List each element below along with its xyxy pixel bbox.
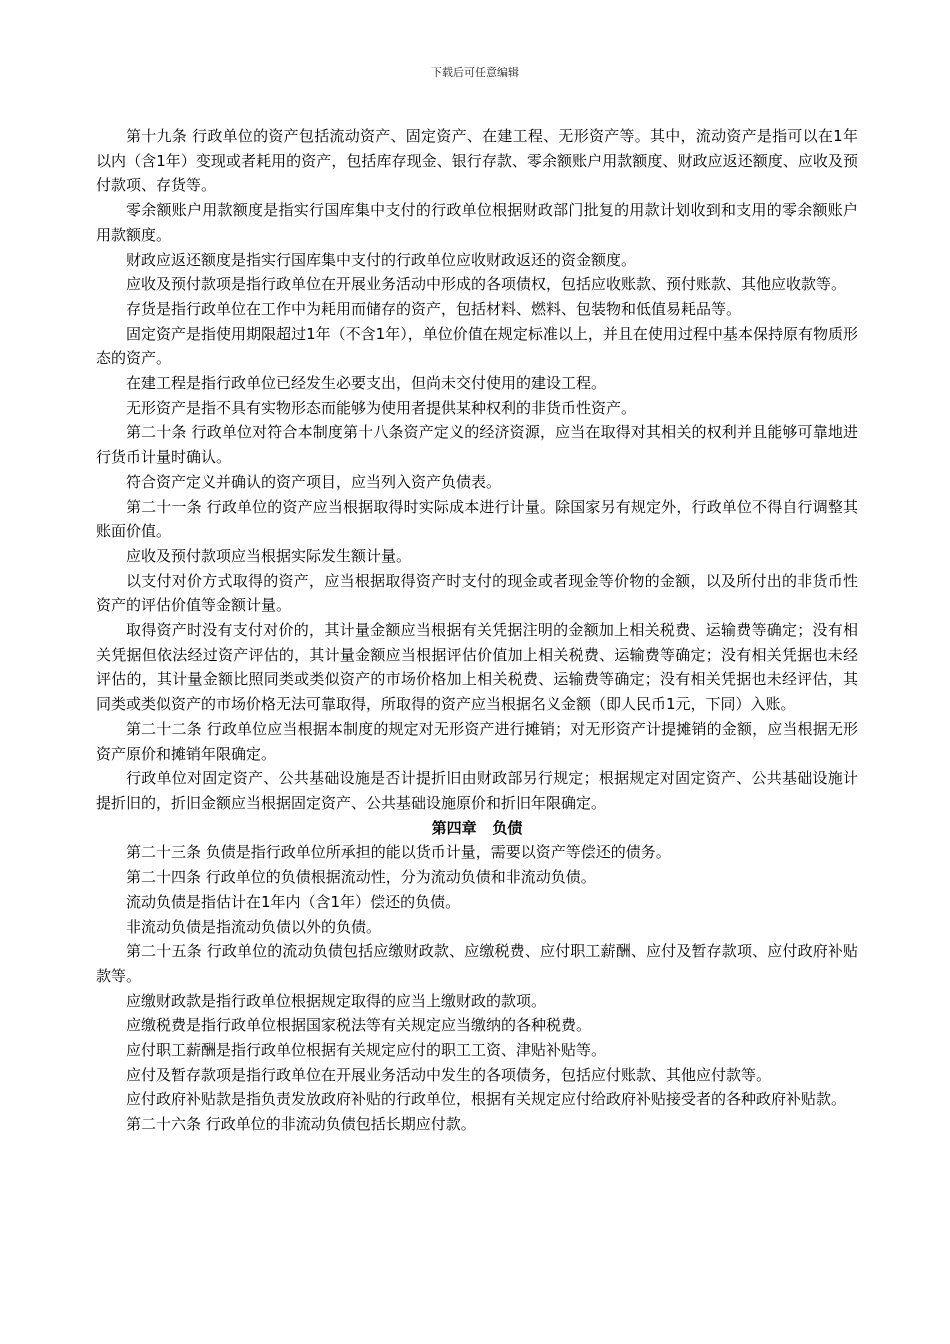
paragraph: 第二十二条 行政单位应当根据本制度的规定对无形资产进行摊销；对无形资产计提摊销的金额，应当根据无形资产原价和摊销年限确定。 [96, 719, 858, 763]
paragraph: 应收及预付款项应当根据实际发生额计量。 [126, 546, 412, 565]
paragraph: 应缴税费是指行政单位根据国家税法等有关规定应当缴纳的各种税费。 [126, 1016, 592, 1035]
paragraph: 应缴财政款是指行政单位根据规定取得的应当上缴财政的款项。 [126, 991, 547, 1010]
paragraph: 第二十条 行政单位对符合本制度第十八条资产定义的经济资源，应当在取得对其相关的权利并且能够可靠地进行货币计量时确认。 [96, 423, 858, 467]
paragraph: 取得资产时没有支付对价的，其计量金额应当根据有关凭据注明的金额加上相关税费、运输费等确定；没有相关凭据但依法经过资产评估的，其计量金额应当根据评估价值加上相关税费、运输费等确定；没有相关凭据也未经评估的，其计量金额比照同类或类似资产的市场价格加上相关税费、运输费等确定；没有相关凭据也未经评估，其同类或类似资产的市场价格无法可靠取得，所取得的资产应当根据名义金额（即人民币1元，下同）入账。 [96, 621, 858, 714]
paragraph: 应收及预付款项是指行政单位在开展业务活动中形成的各项债权，包括应收账款、预付账款、其他应收款等。 [126, 275, 847, 294]
paragraph: 固定资产是指使用期限超过1年（不含1年），单位价值在规定标准以上，并且在使用过程中基本保持原有物质形态的资产。 [96, 324, 858, 368]
paragraph: 第二十一条 行政单位的资产应当根据取得时实际成本进行计量。除国家另有规定外，行政单位不得自行调整其账面价值。 [96, 497, 858, 541]
paragraph: 流动负债是指估计在1年内（含1年）偿还的负债。 [126, 892, 461, 911]
paragraph: 第二十三条 负债是指行政单位所承担的能以货币计量，需要以资产等偿还的债务。 [126, 843, 671, 862]
paragraph: 非流动负债是指流动负债以外的负债。 [126, 917, 382, 936]
paragraph: 财政应返还额度是指实行国库集中支付的行政单位应收财政返还的资金额度。 [126, 250, 637, 269]
paragraph: 第二十四条 行政单位的负债根据流动性，分为流动负债和非流动负债。 [126, 868, 596, 887]
chapter-title: 第四章 负债 [431, 818, 523, 837]
paragraph: 行政单位对固定资产、公共基础设施是否计提折旧由财政部另行规定；根据规定对固定资产、公共基础设施计提折旧的，折旧金额应当根据固定资产、公共基础设施原价和折旧年限确定。 [96, 769, 858, 812]
paragraph: 第二十五条 行政单位的流动负债包括应缴财政款、应缴税费、应付职工薪酬、应付及暂存款项、应付政府补贴款等。 [96, 942, 858, 985]
paragraph: 以支付对价方式取得的资产，应当根据取得资产时支付的现金或者现金等价物的金额，以及所付出的非货币性资产的评估价值等金额计量。 [96, 571, 858, 615]
document-body [96, 124, 858, 1137]
paragraph: 零余额账户用款额度是指实行国库集中支付的行政单位根据财政部门批复的用款计划收到和支用的零余额账户用款额度。 [96, 201, 858, 244]
paragraph: 存货是指行政单位在工作中为耗用而储存的资产，包括材料、燃料、包装物和低值易耗品等。 [126, 299, 742, 318]
paragraph: 第十九条 行政单位的资产包括流动资产、固定资产、在建工程、无形资产等。其中，流动资产是指可以在1年以内（含1年）变现或者耗用的资产，包括库存现金、银行存款、零余额账户用款额度、财政应返还额度、应收及预付款项、存货等。 [96, 127, 858, 195]
paragraph: 第二十六条 行政单位的非流动负债包括长期应付款。 [126, 1115, 476, 1134]
paragraph: 符合资产定义并确认的资产项目，应当列入资产负债表。 [126, 472, 502, 491]
paragraph: 应付及暂存款项是指行政单位在开展业务活动中发生的各项债务，包括应付账款、其他应付款等。 [126, 1065, 772, 1084]
paragraph: 应付职工薪酬是指行政单位根据有关规定应付的职工工资、津贴补贴等。 [126, 1041, 607, 1060]
paragraph: 无形资产是指不具有实物形态而能够为使用者提供某种权利的非货币性资产。 [126, 398, 637, 417]
page-header: 下载后可任意编辑 [431, 66, 519, 79]
paragraph: 在建工程是指行政单位已经发生必要支出，但尚未交付使用的建设工程。 [126, 374, 607, 393]
paragraph: 应付政府补贴款是指负责发放政府补贴的行政单位，根据有关规定应付给政府补贴接受者的各种政府补贴款。 [126, 1090, 847, 1109]
